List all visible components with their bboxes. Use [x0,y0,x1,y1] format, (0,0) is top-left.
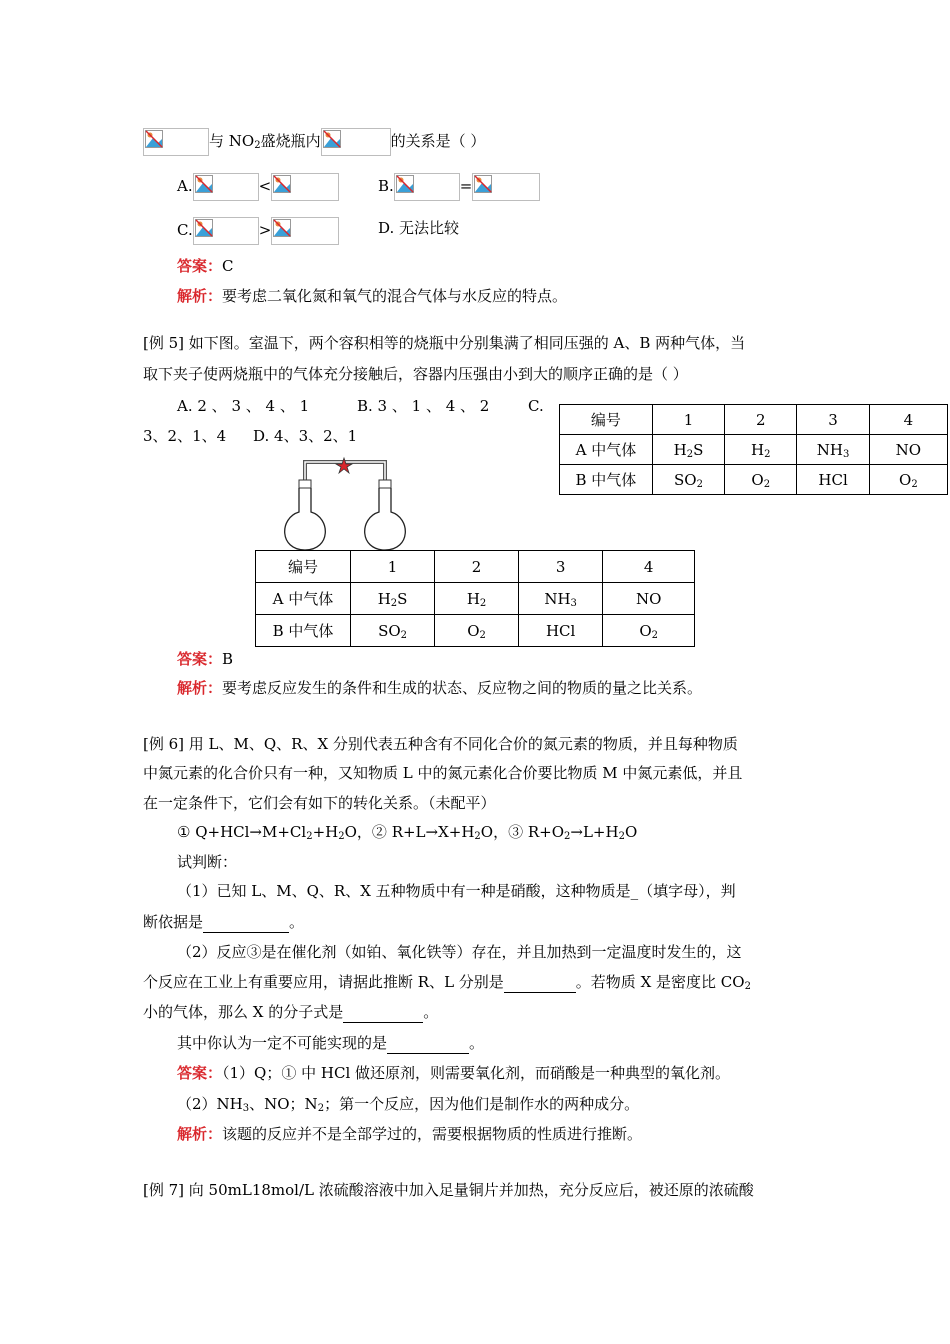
ex6-part2-line2: 个反应在工业上有重要应用，请据此推断 R、L 分别是 。若物质 X 是密度比 $CO_2$ [143,973,751,992]
q4-option-d: D. 无法比较 [378,219,460,237]
table-row: B 中气体 $SO_2$ $O_2$ HCl $O_2$ [560,465,948,495]
ex6-part2-line3: 小的气体，那么 X 的分子式是 。 [143,1003,439,1021]
ex6-reactions: ① $Q+HCl\to M+Cl_2+H_2O$，② $R+L\to X+H_2O$，③ $R+O_2\to L+H_2O$ [177,823,638,842]
ex5-option-d: D. 4、3、2、1 [253,427,358,445]
broken-image-icon [271,173,339,201]
ex6-part3: 其中你认为一定不可能实现的是 。 [177,1034,485,1052]
q4-option-c: C. > [177,217,339,245]
q4-analysis: 解析：要考虑二氧化氮和氧气的混合气体与水反应的特点。 [177,287,568,305]
ex5-option-c-cont: 3、2、1、4 [143,427,227,445]
broken-image-icon [193,173,259,201]
ex6-answer: 答案：（1）Q；① 中 HCl 做还原剂，则需要氧化剂，而硝酸是一种典型的氧化剂。 [177,1064,731,1082]
broken-image-icon [271,217,339,245]
ex5-option-c: C. [528,397,544,415]
q4-option-b: B. = [378,173,540,201]
ex6-part2-line1: （2）反应③是在催化剂（如铂、氧化铁等）存在，并且加热到一定温度时发生的，这 [177,943,742,961]
broken-image-icon [321,128,391,156]
ex5-line1: [例 5] 如下图。室温下，两个容积相等的烧瓶中分别集满了相同压强的 A、B 两种气体，当 [143,334,746,352]
flask-apparatus-diagram [275,452,425,554]
ex5-option-b: B. 3 、 1 、 4 、 2 [357,397,490,415]
ex6-part1-line2: 断依据是 。 [143,913,305,931]
broken-image-icon [394,173,460,201]
ex5-analysis: 解析：要考虑反应发生的条件和生成的状态、反应物之间的物质的量之比关系。 [177,679,703,697]
q4-option-a: A. < [177,173,339,201]
ex6-try-judge: 试判断： [177,853,238,871]
ex5-line2: 取下夹子使两烧瓶中的气体充分接触后，容器内压强由小到大的顺序正确的是（ ） [143,365,688,383]
table-row: 编号 1 2 3 4 [560,405,948,435]
broken-image-icon [143,128,209,156]
answer-blank[interactable] [387,1033,469,1054]
q4-answer: 答案：C [177,257,234,275]
ex6-line2: 中氮元素的化合价只有一种，又知物质 L 中的氮元素化合价要比物质 M 中氮元素低，并且 [143,764,743,782]
answer-blank[interactable] [203,912,289,933]
answer-blank[interactable] [504,972,576,993]
ex6-part1-line1: （1）已知 L、M、Q、R、X 五种物质中有一种是硝酸，这种物质是_（填字母），判 [177,882,736,900]
ex7-line1: [例 7] 向 50mL18mol/L 浓硫酸溶液中加入足量铜片并加热，充分反应后，被还原的浓硫酸 [143,1181,754,1199]
ex6-line1: [例 6] 用 L、M、Q、R、X 分别代表五种含有不同化合价的氮元素的物质，并且每种物质 [143,735,738,753]
gas-table-lower [255,550,695,647]
ex6-analysis: 解析：该题的反应并不是全部学过的，需要根据物质的性质进行推断。 [177,1125,643,1143]
ex6-line3: 在一定条件下，它们会有如下的转化关系。（未配平） [143,794,496,812]
ex6-answer-2: $(2)NH_3$、NO；$N_2$；第一个反应，因为他们是制作水的两种成分。 [177,1095,640,1114]
answer-blank[interactable] [343,1002,423,1023]
q4-stem: 与 $NO_2$盛烧瓶内 的关系是（ ） [143,128,485,156]
table-row: A 中气体 $H_2S$ $H_2$ $NH_3$ NO [560,435,948,465]
table-row: B 中气体 $SO_2$ $O_2$ HCl $O_2$ [256,615,695,647]
gas-table-right [559,404,948,495]
ex5-answer: 答案：B [177,650,234,668]
ex5-option-a: A. 2 、 3 、 4 、 1 [177,397,310,415]
broken-image-icon [472,173,540,201]
table-row: A 中气体 $H_2S$ $H_2$ $NH_3$ NO [256,583,695,615]
table-row: 编号 1 2 3 4 [256,551,695,583]
broken-image-icon [193,217,259,245]
